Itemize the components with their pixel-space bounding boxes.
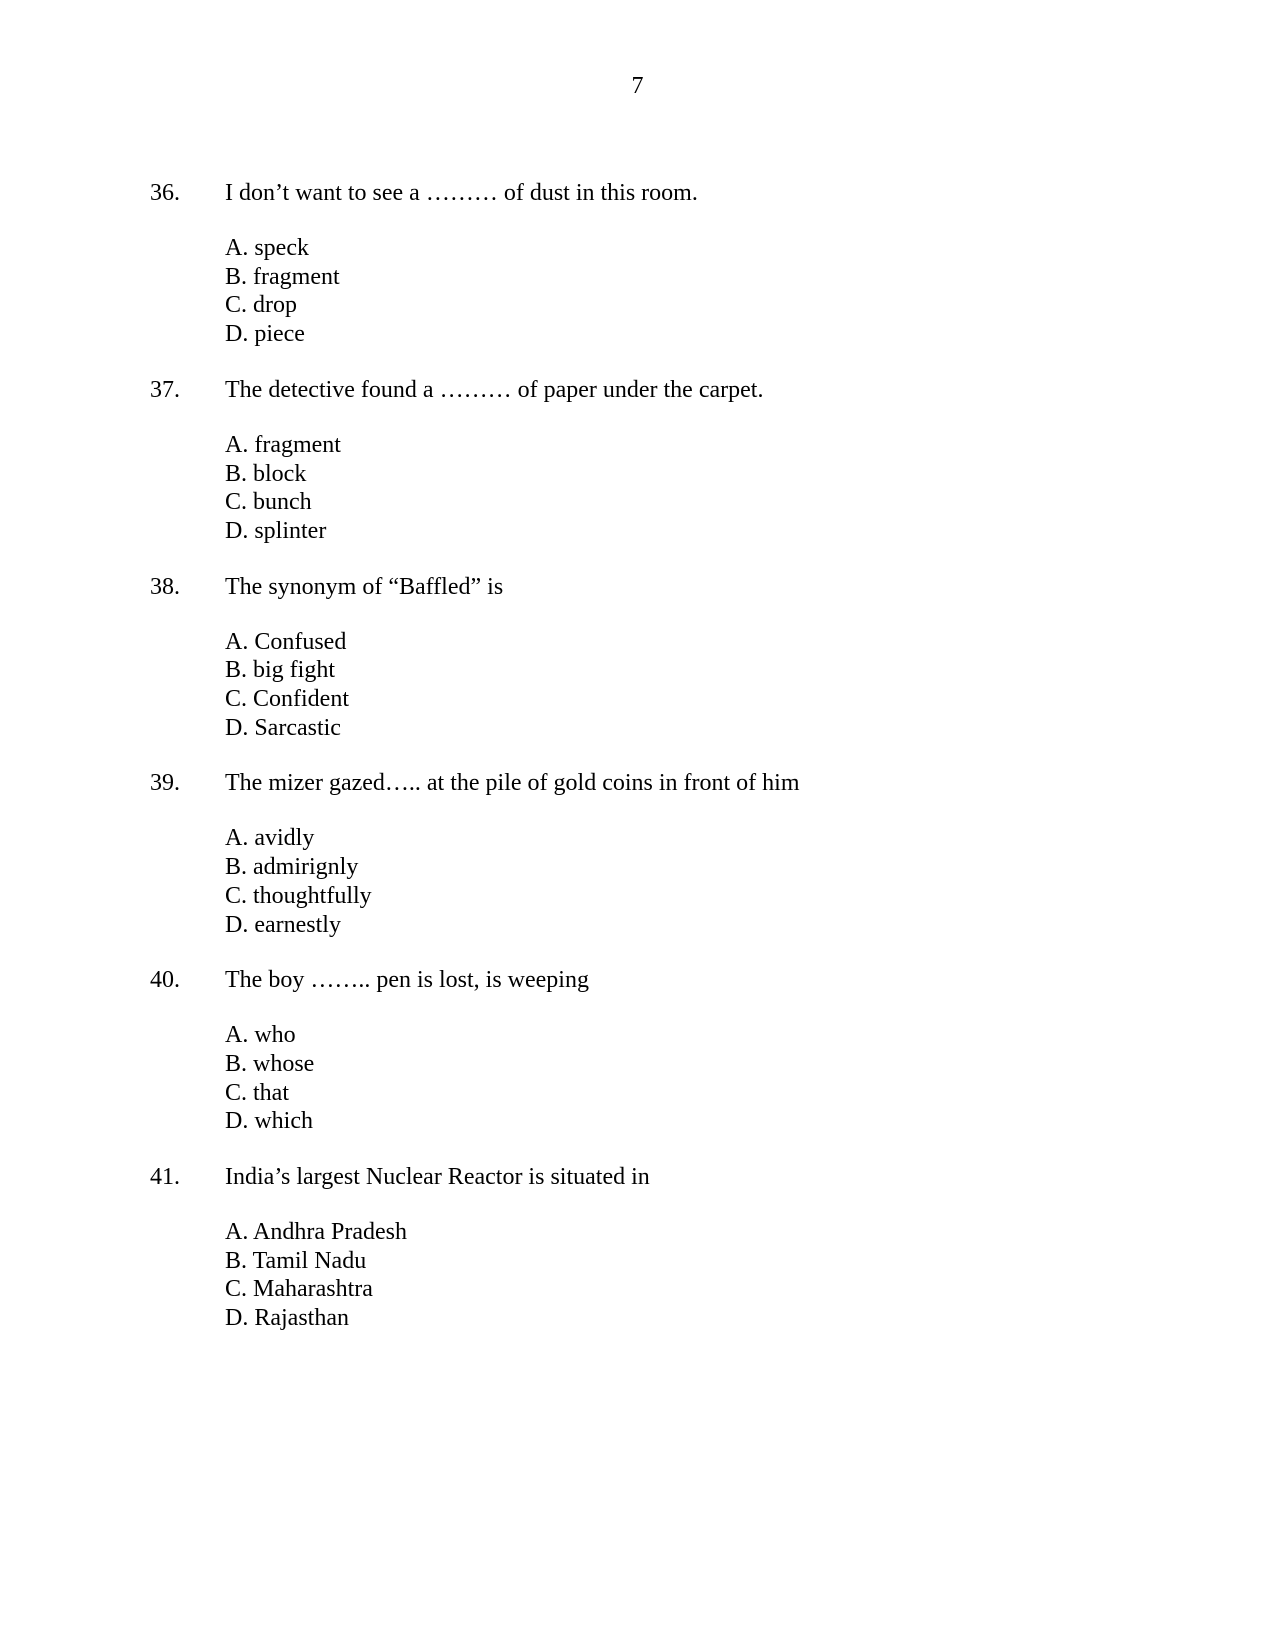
question-number: 39. <box>150 770 180 797</box>
question-stem <box>150 1163 1150 1191</box>
option-c: C. that <box>225 1079 289 1106</box>
option-c: C. bunch <box>225 489 312 516</box>
question-list <box>150 179 1150 1360</box>
question-36 <box>150 179 1150 349</box>
question-number: 36. <box>150 180 180 206</box>
question-41 <box>150 1163 1150 1333</box>
option-d: D. Rajasthan <box>225 1305 349 1332</box>
option-d: D. which <box>225 1108 313 1135</box>
option-d: D. Sarcastic <box>225 714 341 741</box>
option-a: A. Andhra Pradesh <box>225 1219 407 1246</box>
option-b: B. Tamil Nadu <box>225 1247 367 1274</box>
question-number: 37. <box>150 376 180 403</box>
question-text: The detective found a ……… of paper under the carpet. <box>225 376 764 403</box>
option-d: D. earnestly <box>225 911 341 938</box>
option-d: D. piece <box>225 321 305 348</box>
option-a: A. speck <box>225 235 309 261</box>
question-stem <box>150 769 1150 797</box>
question-number: 40. <box>150 967 180 994</box>
option-d: D. splinter <box>225 517 327 544</box>
page-number: 7 <box>631 73 644 99</box>
question-text: The boy …….. pen is lost, is weeping <box>225 967 589 994</box>
option-a: A. avidly <box>225 825 315 852</box>
option-c: C. thoughtfully <box>225 882 372 909</box>
option-a: A. fragment <box>225 431 341 458</box>
question-40 <box>150 966 1150 1136</box>
question-stem <box>150 179 1150 207</box>
question-text: India’s largest Nuclear Reactor is situated in <box>225 1164 650 1191</box>
question-text: The mizer gazed….. at the pile of gold coins in front of him <box>225 770 800 797</box>
option-b: B. block <box>225 460 307 487</box>
question-stem <box>150 376 1150 404</box>
option-c: C. drop <box>225 292 297 319</box>
option-a: A. Confused <box>225 628 347 655</box>
question-stem <box>150 573 1150 601</box>
option-b: B. big fight <box>225 657 336 684</box>
option-b: B. admirignly <box>225 854 359 881</box>
option-c: C. Maharashtra <box>225 1276 373 1303</box>
question-39 <box>150 769 1150 939</box>
answer-options <box>225 1218 1150 1333</box>
question-stem <box>150 966 1150 994</box>
answer-options <box>225 628 1150 743</box>
question-38 <box>150 573 1150 743</box>
option-a: A. who <box>225 1022 296 1049</box>
option-b: B. fragment <box>225 263 340 290</box>
answer-options <box>225 431 1150 546</box>
question-number: 41. <box>150 1164 180 1191</box>
answer-options <box>225 824 1150 939</box>
answer-options <box>225 234 1150 349</box>
question-text: The synonym of “Baffled” is <box>225 573 504 600</box>
option-c: C. Confident <box>225 686 349 713</box>
option-b: B. whose <box>225 1050 315 1077</box>
question-37 <box>150 376 1150 546</box>
answer-options <box>225 1021 1150 1136</box>
question-text: I don’t want to see a ……… of dust in this room. <box>225 180 698 206</box>
question-number: 38. <box>150 573 180 600</box>
